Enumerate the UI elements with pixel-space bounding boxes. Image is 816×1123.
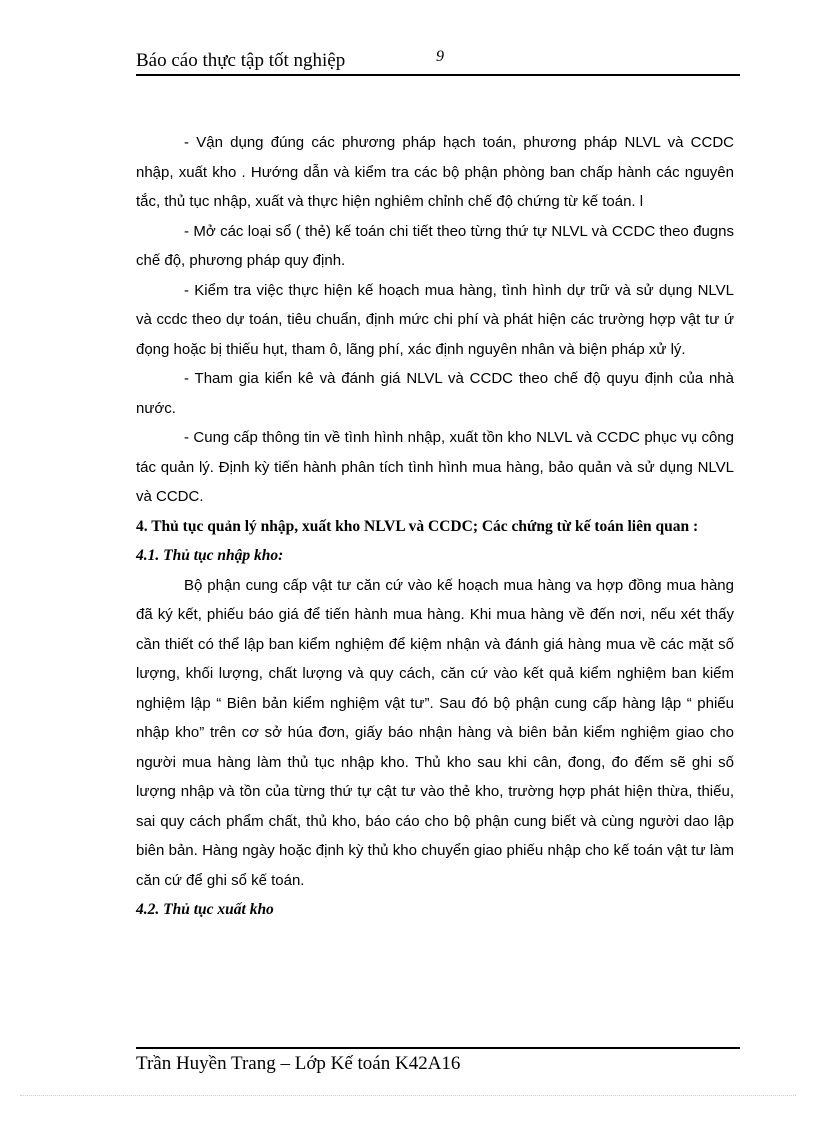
document-body	[136, 128, 734, 925]
page-number: 9	[436, 48, 444, 65]
subheading-import: 4.1. Thủ tục nhập kho:	[136, 547, 284, 564]
bullet-paragraph: - Cung cấp thông tin về tình hình nhập, xuất tồn kho NLVL và CCDC phục vụ công tác quản lý. Định kỳ tiến hành phân tích tình hình mua hàng, bảo quản và sử dụng NLVL và CCDC.	[136, 429, 734, 505]
footer-rule	[136, 1047, 740, 1049]
section-heading: 4. Thủ tục quản lý nhập, xuất kho NLVL và CCDC; Các chứng từ kế toán liên quan :	[136, 517, 699, 535]
bullet-paragraph: - Mở các loại sổ ( thẻ) kế toán chi tiết theo từng thứ tự NLVL và CCDC theo đugns chế độ, phương pháp quy định.	[136, 222, 734, 269]
footer-author: Trần Huyền Trang – Lớp Kế toán K42A16	[136, 1053, 461, 1074]
page-header	[136, 50, 740, 74]
bullet-paragraph: - Vận dụng đúng các phương pháp hạch toán, phương pháp NLVL và CCDC nhập, xuất kho . Hướng dẫn và kiểm tra các bộ phận phòng ban chấp hành các nguyên tắc, thủ tục nhập, xuất và thực hiện nghiêm chỉnh chế độ chứng từ kế toán. l	[136, 134, 734, 210]
bullet-paragraph: - Tham gia kiển kê và đánh giá NLVL và CCDC theo chế độ quyu định của nhà nước.	[136, 370, 734, 417]
subheading-export: 4.2. Thủ tục xuất kho	[136, 901, 274, 918]
bullet-paragraph: - Kiểm tra việc thực hiện kế hoạch mua hàng, tình hình dự trữ và sử dụng NLVL và ccdc theo dự toán, tiêu chuẩn, định mức chi phí và phát hiện các trường hợp vật tư ứ đọng hoặc bị thiếu hụt, tham ô, lãng phí, xác định nguyên nhân và biện pháp xử lý.	[136, 281, 734, 358]
header-title: Báo cáo thực tập tốt nghiệp	[136, 50, 346, 71]
page-edge-dots	[20, 1095, 796, 1096]
header-rule	[136, 74, 740, 76]
body-paragraph: Bộ phận cung cấp vật tư căn cứ vào kế hoạch mua hàng va hợp đồng mua hàng đã ký kết, phiếu báo giá để tiến hành mua hàng. Khi mua hàng về đến nơi, nếu xét thấy cần thiết có thể lập ban kiểm nghiệm để kiệm nhận và đánh giá hàng mua về các mặt số lượng, khối lượng, chất lượng và quy cách, căn cứ vào kết quả kiểm nghiệm ban kiểm nghiệm lập “ Biên bản kiểm nghiệm vật tư”. Sau đó bộ phận cung cấp hàng lập “ phiếu nhập kho” trên cơ sở húa đơn, giấy báo nhận hàng và biên bản kiểm nghiệm giao cho người mua hàng làm thủ tục nhập kho. Thủ kho sau khi cân, đong, đo đếm sẽ ghi số lượng nhập và tồn của từng thứ tự cật tư vào thẻ kho, trường hợp phát hiện thừa, thiếu, sai quy cách phẩm chất, thủ kho, báo cáo cho bộ phận cung biết và cùng người dao lập biên bản. Hàng ngày hoặc định kỳ thủ kho chuyển giao phiếu nhập cho kế toán vật tư làm căn cứ để ghi sổ kế toán.	[136, 576, 734, 889]
